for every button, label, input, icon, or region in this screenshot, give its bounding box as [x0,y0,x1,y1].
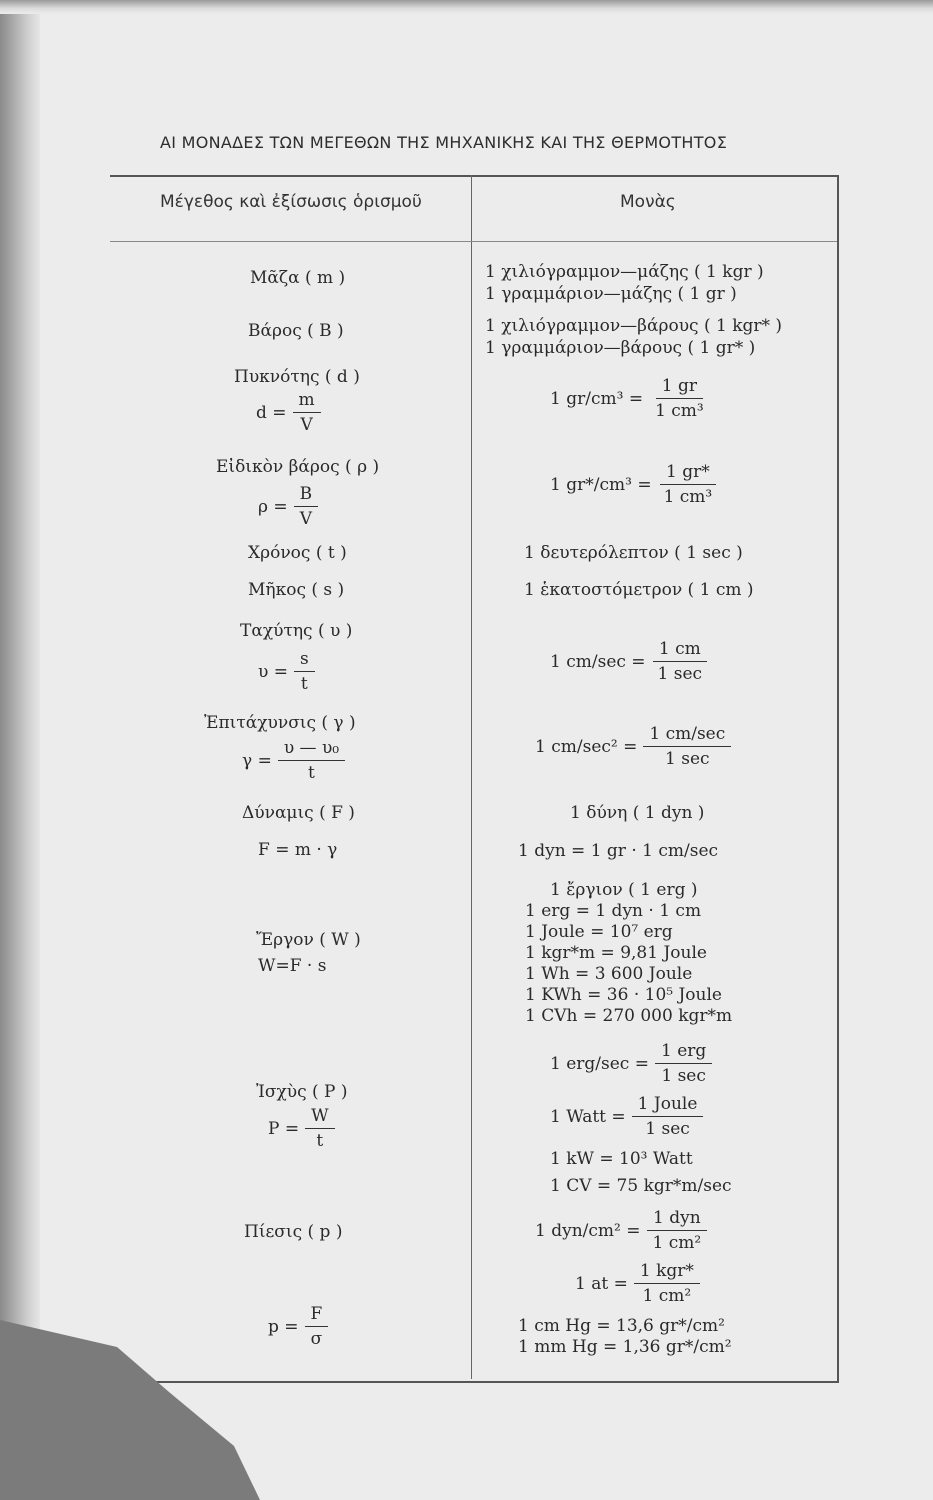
acceleration-denominator: t [308,763,315,783]
quantity-acceleration: Ἐπιτάχυνσις ( γ ) [204,713,356,733]
unit-power-watt-lhs: 1 Watt = [550,1107,626,1127]
power-fraction [305,1108,334,1150]
unit-acceleration-fraction [643,726,731,768]
header-divider [110,241,837,242]
power-lhs: P = [268,1119,300,1139]
specific-weight-equation [258,486,318,528]
unit-weight-kgr: 1 χιλιόγραμμον—βάρους ( 1 kgr* ) [485,316,783,336]
unit-power-watt-denominator: 1 sec [645,1119,690,1139]
power-equation [268,1108,335,1150]
unit-power-cv: 1 CV = 75 kgr*m/sec [550,1176,732,1196]
unit-acceleration-equation [535,726,731,768]
unit-power-watt-equation [550,1096,703,1138]
acceleration-equation [242,740,345,782]
quantity-pressure: Πίεσις ( p ) [244,1222,343,1242]
sw-denominator: V [299,509,313,529]
pressure-denominator: σ [310,1329,323,1349]
column-divider [471,175,472,1379]
unit-work-line: 1 erg = 1 dyn · 1 cm [525,901,702,921]
velocity-fraction [294,651,315,693]
quantity-time: Χρόνος ( t ) [248,543,347,563]
unit-mass-kgr: 1 χιλιόγραμμον—μάζης ( 1 kgr ) [485,262,764,282]
unit-pressure-dyn-equation [535,1210,707,1252]
unit-acceleration-numerator: 1 cm/sec [643,726,731,747]
quantity-weight: Βάρος ( B ) [248,321,344,341]
unit-work-line: 1 Wh = 3 600 Joule [525,964,693,984]
unit-sw-denominator: 1 cm³ [663,487,713,507]
acceleration-fraction [278,740,345,782]
unit-acceleration-lhs: 1 cm/sec² = [535,737,638,757]
sw-numerator: B [294,486,319,507]
unit-pressure-at-denominator: 1 cm² [642,1286,692,1306]
unit-density-numerator: 1 gr [656,378,703,399]
unit-density-fraction [649,378,710,420]
unit-work-line: 1 KWh = 36 · 10⁵ Joule [525,985,722,1005]
quantity-mass: Μᾶζα ( m ) [250,268,346,288]
unit-work-list [525,880,732,1027]
unit-sw-fraction [658,464,719,506]
unit-force-dyn: 1 δύνη ( 1 dyn ) [570,803,705,823]
acceleration-numerator: υ — υ₀ [278,740,345,761]
unit-pressure-at-numerator: 1 kgr* [634,1263,700,1284]
unit-specific-weight-equation [550,464,718,506]
density-denominator: V [300,415,313,435]
density-fraction [293,392,321,434]
unit-power-erg-lhs: 1 erg/sec = [550,1054,649,1074]
quantity-specific-weight: Εἰδικὸν βάρος ( ρ ) [216,457,380,477]
velocity-lhs: υ = [258,662,288,682]
unit-power-erg-numerator: 1 erg [655,1043,712,1064]
velocity-equation [258,651,315,693]
unit-pressure-dyn-fraction [647,1210,708,1252]
unit-work-line: 1 kgr*m = 9,81 Joule [525,943,707,963]
sw-lhs: ρ = [258,497,288,517]
quantity-force: Δύναμις ( F ) [242,803,355,823]
density-numerator: m [293,392,321,413]
unit-density-denominator: 1 cm³ [655,401,704,421]
unit-power-erg-denominator: 1 sec [661,1066,706,1086]
force-equation: F = m · γ [258,840,338,860]
quantity-work: Ἔργον ( W ) [256,930,361,950]
unit-velocity-equation [550,641,708,683]
header-unit: Μονὰς [620,192,676,212]
velocity-denominator: t [300,674,308,694]
power-numerator: W [305,1108,334,1129]
unit-pressure-at-fraction [634,1263,700,1305]
unit-velocity-denominator: 1 sec [657,664,703,684]
unit-work-line: 1 Joule = 10⁷ erg [525,922,673,942]
sw-fraction [294,486,319,528]
unit-pressure-dyn-lhs: 1 dyn/cm² = [535,1221,641,1241]
power-denominator: t [316,1131,324,1151]
unit-density-lhs: 1 gr/cm³ = [550,389,644,409]
quantity-velocity: Ταχύτης ( υ ) [240,621,353,641]
unit-power-erg-equation [550,1043,712,1085]
unit-mass-gr: 1 γραμμάριον—μάζης ( 1 gr ) [485,284,737,304]
unit-power-erg-fraction [655,1043,712,1085]
unit-work-line: 1 ἔργιον ( 1 erg ) [550,880,698,900]
unit-density-equation [550,378,710,420]
unit-pressure-at-equation [575,1263,700,1305]
unit-sw-numerator: 1 gr* [660,464,716,485]
pressure-equation [268,1306,328,1348]
unit-time: 1 δευτερόλεπτον ( 1 sec ) [524,543,743,563]
page-binding-shadow [0,0,40,1500]
velocity-numerator: s [294,651,315,672]
unit-power-kw: 1 kW = 10³ Watt [550,1149,693,1169]
unit-power-watt-numerator: 1 Joule [632,1096,704,1117]
acceleration-lhs: γ = [242,751,272,771]
unit-power-watt-fraction [632,1096,704,1138]
unit-length: 1 ἑκατοστόμετρον ( 1 cm ) [524,580,754,600]
quantity-power: Ἰσχὺς ( P ) [256,1082,348,1102]
unit-pressure-dyn-denominator: 1 cm² [652,1233,702,1253]
page-top-shadow [0,0,933,14]
unit-sw-lhs: 1 gr*/cm³ = [550,475,652,495]
unit-pressure-cmhg: 1 cm Hg = 13,6 gr*/cm² [518,1316,725,1336]
quantity-density: Πυκνότης ( d ) [234,367,360,387]
page-title: ΑΙ ΜΟΝΑΔΕΣ ΤΩΝ ΜΕΓΕΘΩΝ ΤΗΣ ΜΗΧΑΝΙΚΗΣ ΚΑΙ ΤΗΣ ΘΕΡΜΟΤΗΤΟΣ [160,133,728,152]
density-lhs: d = [256,403,287,423]
header-quantity: Μέγεθος καὶ ἐξίσωσις ὁρισμοῦ [160,192,422,212]
pressure-numerator: F [305,1306,329,1327]
unit-pressure-at-lhs: 1 at = [575,1274,628,1294]
unit-force-definition: 1 dyn = 1 gr · 1 cm/sec [518,841,719,861]
density-equation [256,392,321,434]
unit-velocity-numerator: 1 cm [653,641,707,662]
quantity-length: Μῆκος ( s ) [248,580,345,600]
pressure-lhs: p = [268,1317,299,1337]
unit-weight-gr: 1 γραμμάριον—βάρους ( 1 gr* ) [485,338,756,358]
pressure-fraction [305,1306,329,1348]
unit-pressure-dyn-numerator: 1 dyn [647,1210,707,1231]
work-equation: W=F · s [258,956,327,976]
unit-pressure-mmhg: 1 mm Hg = 1,36 gr*/cm² [518,1337,732,1357]
unit-acceleration-denominator: 1 sec [665,749,710,769]
unit-velocity-fraction [652,641,709,683]
unit-velocity-lhs: 1 cm/sec = [550,652,646,672]
unit-work-line: 1 CVh = 270 000 kgr*m [525,1006,733,1026]
